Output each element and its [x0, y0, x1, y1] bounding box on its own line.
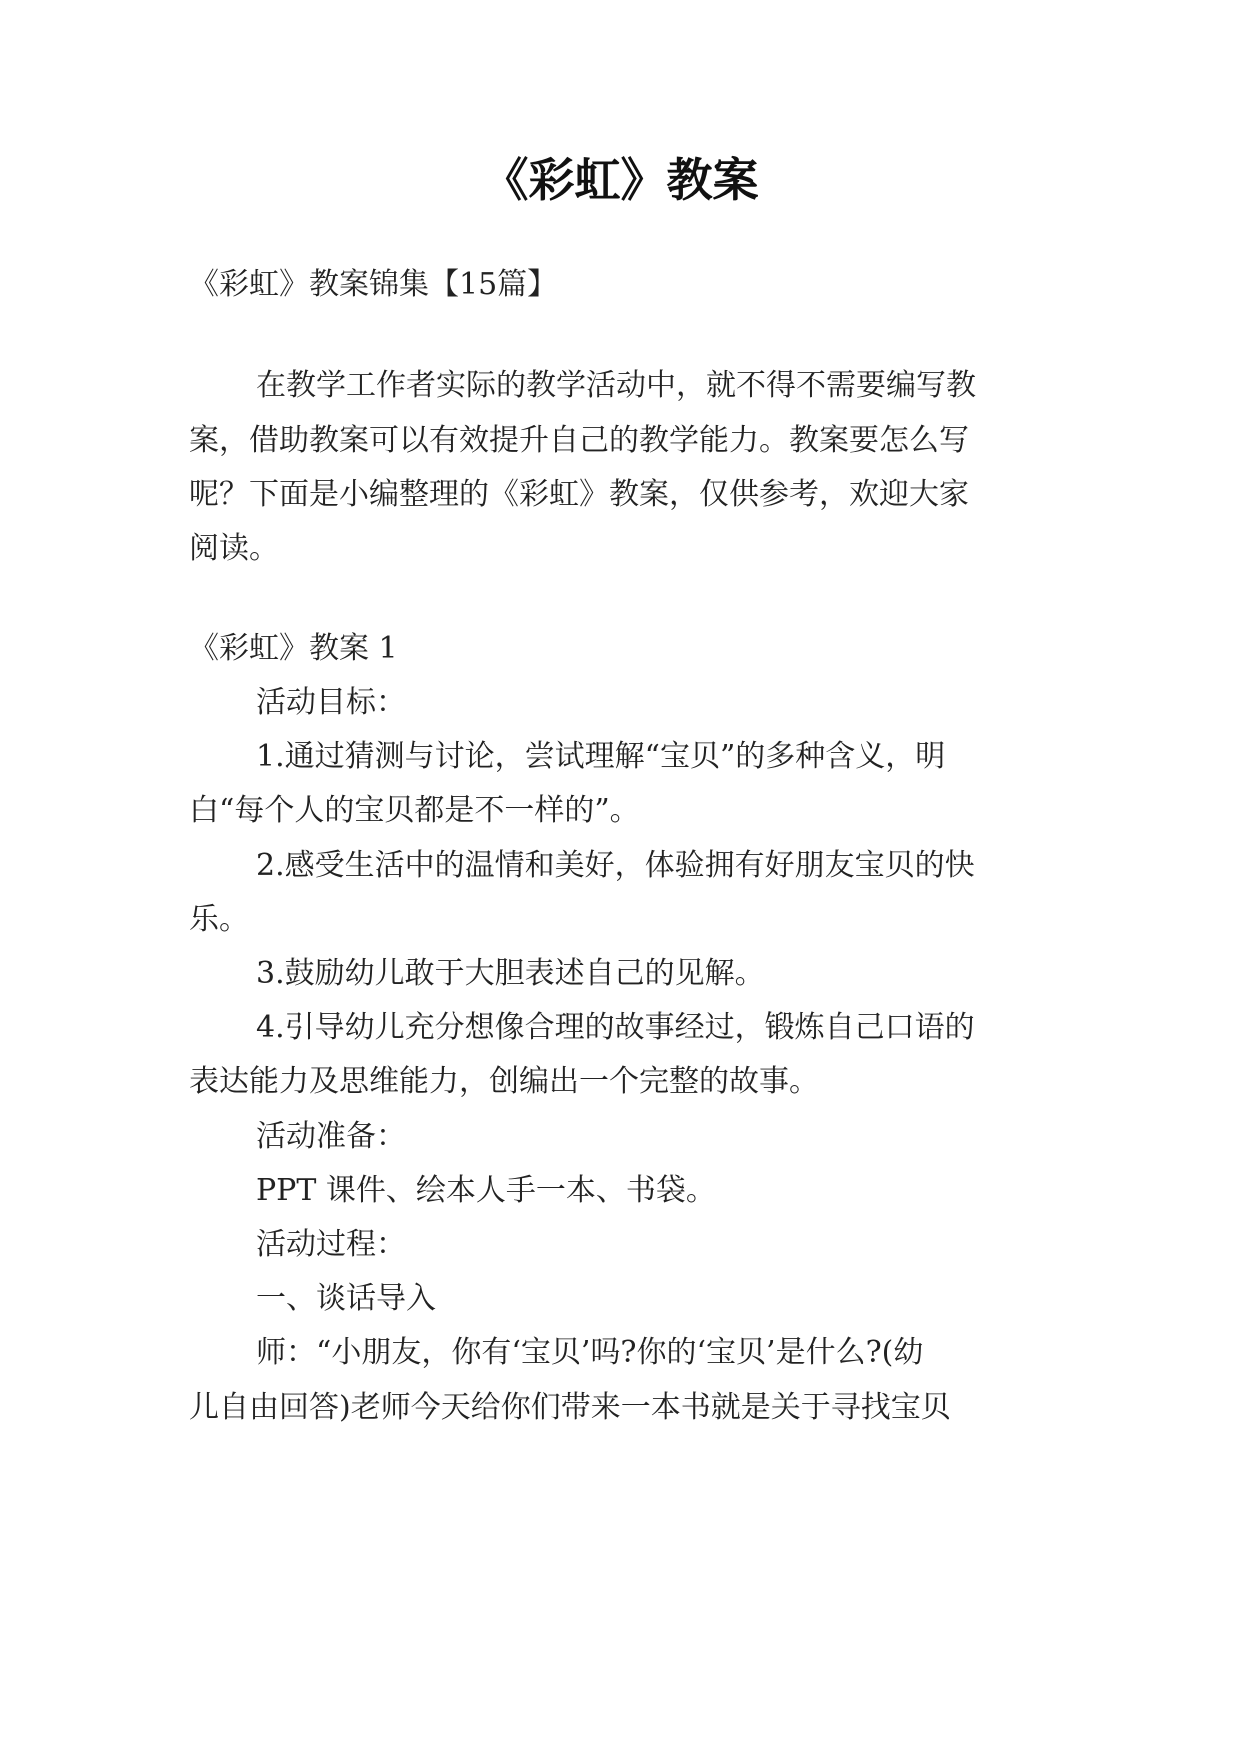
goal-line: 乐。 — [189, 902, 249, 937]
section-heading: 《彩虹》教案 1 — [189, 631, 398, 666]
intro-line: 呢？下面是小编整理的《彩虹》教案，仅供参考，欢迎大家 — [189, 477, 969, 512]
goal-line: 1.通过猜测与讨论，尝试理解“宝贝”的多种含义，明 — [256, 739, 946, 774]
goal-line: 白“每个人的宝贝都是不一样的”。 — [189, 793, 640, 828]
intro-line: 案，借助教案可以有效提升自己的教学能力。教案要怎么写 — [189, 423, 969, 458]
intro-line: 在教学工作者实际的教学活动中，就不得不需要编写教 — [256, 368, 976, 403]
dialog-line: 师：“小朋友，你有‘宝贝’吗?你的‘宝贝’是什么?(幼 — [256, 1335, 924, 1370]
goal-line: 3.鼓励幼儿敢于大胆表述自己的见解。 — [256, 956, 765, 991]
goal-line: 2.感受生活中的温情和美好，体验拥有好朋友宝贝的快 — [256, 848, 975, 883]
document-title: 《彩虹》教案 — [482, 153, 759, 207]
goals-label: 活动目标： — [256, 685, 406, 720]
document-subtitle: 《彩虹》教案锦集【15篇】 — [189, 267, 558, 302]
dialog-line: 儿自由回答)老师今天给你们带来一本书就是关于寻找宝贝 — [189, 1390, 951, 1425]
process-label: 活动过程： — [256, 1227, 406, 1262]
intro-line: 阅读。 — [189, 531, 279, 566]
step-heading: 一、谈话导入 — [256, 1281, 436, 1316]
goal-line: 表达能力及思维能力，创编出一个完整的故事。 — [189, 1064, 819, 1099]
goal-line: 4.引导幼儿充分想像合理的故事经过，锻炼自己口语的 — [256, 1010, 975, 1045]
prep-label: 活动准备： — [256, 1119, 406, 1154]
prep-text: PPT 课件、绘本人手一本、书袋。 — [256, 1173, 716, 1208]
